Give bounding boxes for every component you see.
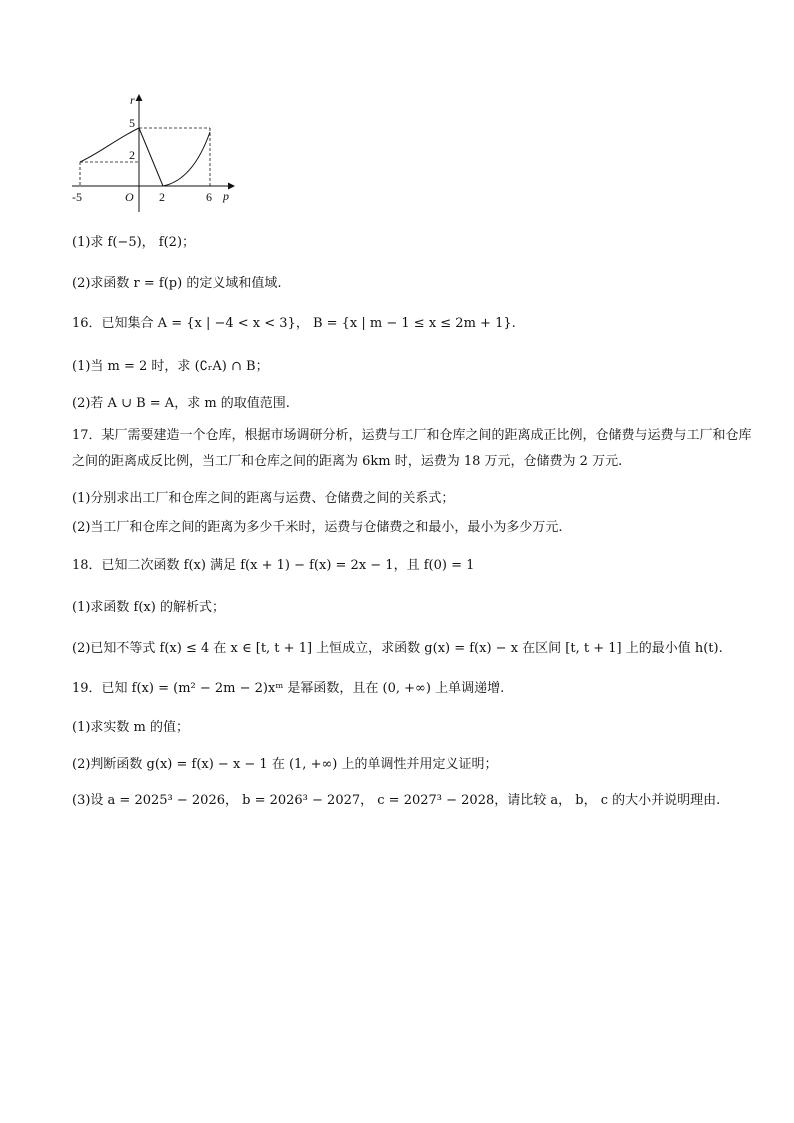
q16-stem: 16．已知集合 A = {x | −4 < x < 3}， B = {x | m − 1 ≤ x ≤ 2m + 1}. [72,316,516,331]
q18-part2: (2)已知不等式 f(x) ≤ 4 在 x ∈ [t, t + 1] 上恒成立，求函数 g(x) = f(x) − x 在区间 [t, t + 1] 上的最小值 h(t). [72,641,723,656]
axis-label-y: r [130,93,135,107]
function-graph [68,92,238,212]
x-tick-2: 2 [159,190,165,204]
graph-segment [139,128,163,186]
q16-part1: (1)当 m = 2 时，求 (∁ᵣA) ∩ B； [72,359,269,374]
x-tick-neg5: -5 [72,190,82,204]
q19-part2: (2)判断函数 g(x) = f(x) − x − 1 在 (1, +∞) 上的单调性并用定义证明； [72,757,498,772]
y-tick-5: 5 [129,116,135,130]
q16-part2: (2)若 A ∪ B = A，求 m 的取值范围. [72,396,290,411]
q19-part3: (3)设 a = 2025³ − 2026， b = 2026³ − 2027， c = 2027³ − 2028，请比较 a， b， c 的大小并说明理由. [72,793,721,808]
q17-stem: 17．某厂需要建造一个仓库，根据市场调研分析，运费与工厂和仓库之间的距离成正比例，仓储费与运费与工厂和仓库之间的距离成反比例，当工厂和仓库之间的距离为 6km 时，运费为 18 万元，仓储费为 2 万元. [72,428,752,469]
q15-part1: (1)求 f(−5)， f(2)； [72,235,196,250]
y-tick-2: 2 [129,148,135,162]
q18-stem: 18．已知二次函数 f(x) 满足 f(x + 1) − f(x) = 2x − 1，且 f(0) = 1 [72,558,475,573]
q18-part1: (1)求函数 f(x) 的解析式； [72,600,225,615]
q19-stem: 19．已知 f(x) = (m² − 2m − 2)xᵐ 是幂函数，且在 (0, +∞) 上单调递增. [72,681,505,696]
y-axis-arrow [136,94,143,101]
axis-label-x: p [223,189,229,203]
x-axis-arrow [228,183,235,190]
x-tick-6: 6 [206,190,212,204]
q15-part2: (2)求函数 r = f(p) 的定义域和值域. [72,276,282,291]
q19-part1: (1)求实数 m 的值； [72,720,190,735]
q17-part2: (2)当工厂和仓库之间的距离为多少千米时，运费与仓储费之和最小，最小为多少万元. [72,520,563,535]
graph-curve-right [163,132,210,186]
q17-part1: (1)分别求出工厂和仓库之间的距离与运费、仓储费之间的关系式； [72,491,455,506]
origin-label: O [125,190,134,204]
